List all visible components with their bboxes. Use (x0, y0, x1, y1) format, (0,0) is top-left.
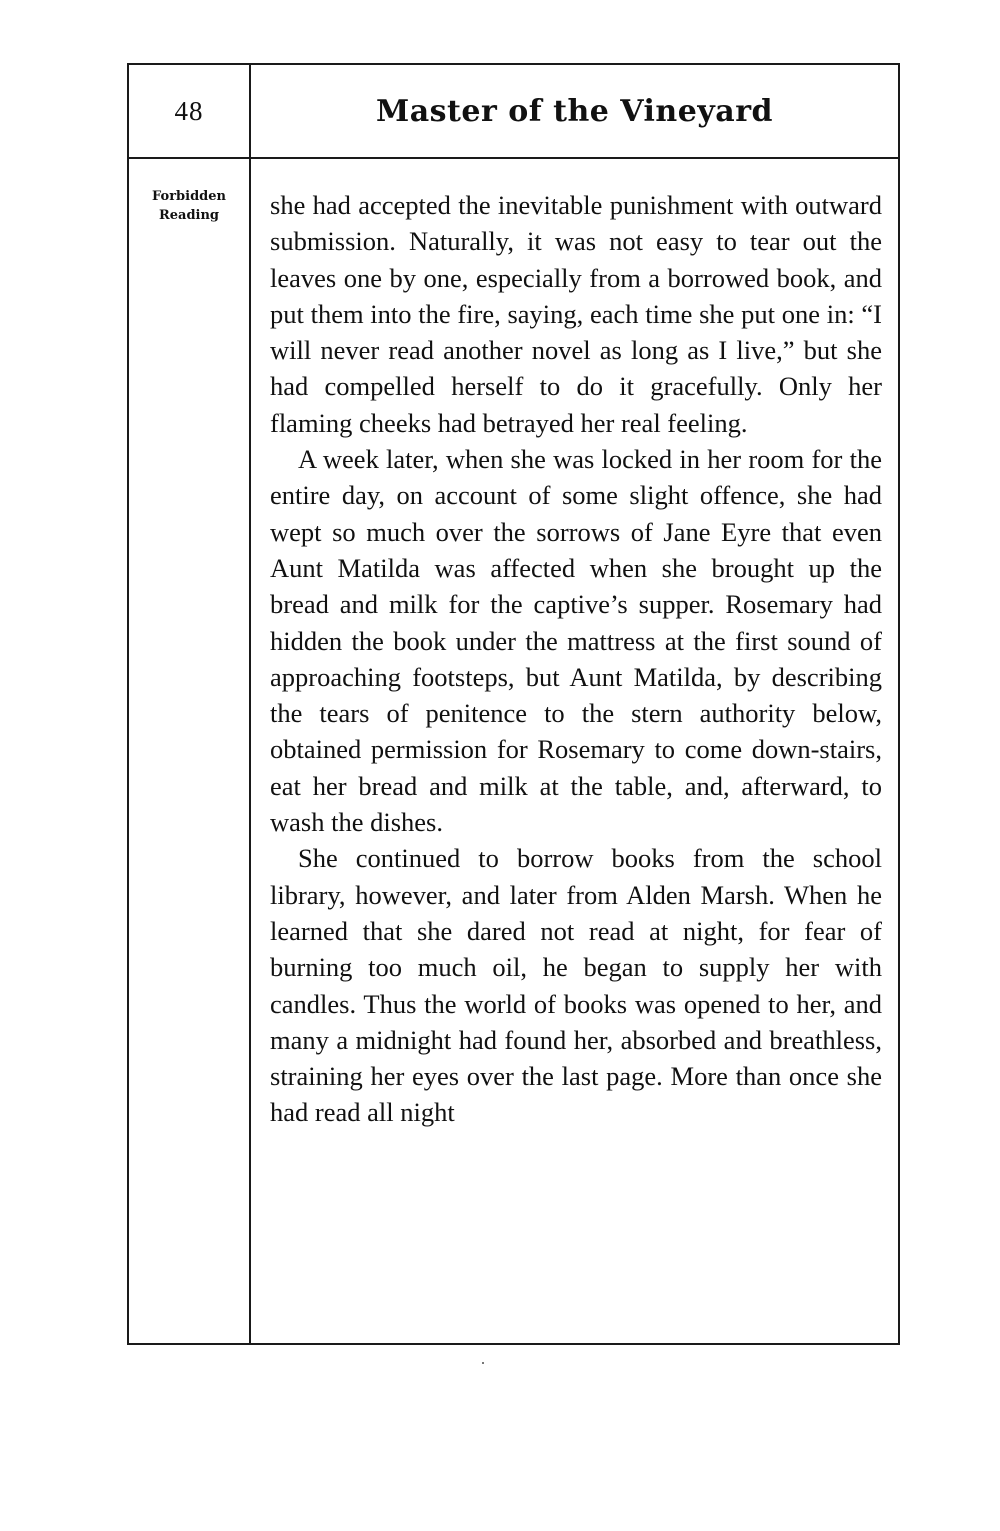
paragraph-2: A week later, when she was locked in her room for the entire day, on account of some slight offence, she had wept so much over the sorrows of Jane Eyre that even Aunt Matilda was affected when she brought up the bread and milk for the captive’s supper. Rosemary had hidden the book under the mattress at the first sound of approaching footsteps, but Aunt Matilda, by describing the tears of penitence to the stern authority below, obtained permission for Rosemary to come down-stairs, eat her bread and milk at the table, and, afterward, to wash the dishes. (270, 444, 882, 838)
page-frame (127, 63, 900, 1345)
page-number: 48 (174, 95, 204, 126)
body-text (270, 187, 882, 1131)
stray-print-mark (482, 1362, 484, 1364)
margin-sidenote (129, 187, 249, 225)
paragraph-3: She continued to borrow books from the school library, however, and later from Alden Marsh. When he learned that she dared not read at night, for fear of burning too much oil, he began to supply her with candles. Thus the world of books was opened to her, and many a midnight had found her, absorbed and breathless, straining her eyes over the last page. More than once she had read all night (270, 843, 882, 1128)
running-title: Master of the Vineyard (376, 93, 773, 129)
sidenote-line-1: Forbidden (152, 189, 226, 204)
sidenote-line-2: Reading (158, 208, 220, 223)
margin-column-divider (249, 65, 251, 1343)
header-rule (129, 157, 898, 159)
paragraph-1: she had accepted the inevitable punishment with outward submission. Naturally, it was not easy to tear out the leaves one by one, especially from a borrowed book, and put them into the fire, saying, each time she put one in: “I will never read another novel as long as I live,” but she had compelled herself to do it gracefully. Only her flaming cheeks had betrayed her real feeling. (270, 190, 882, 438)
